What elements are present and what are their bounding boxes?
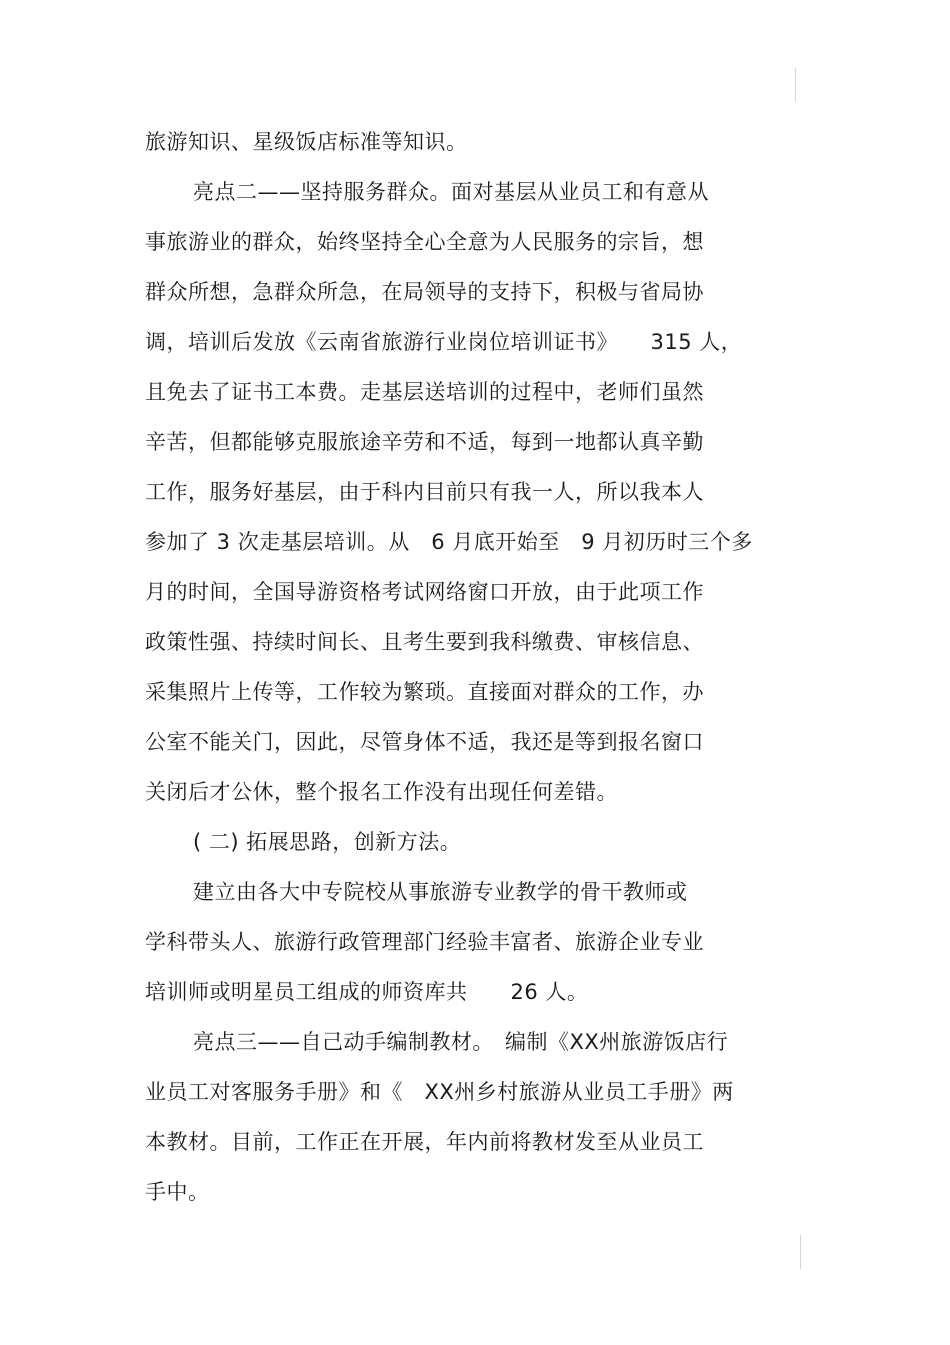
text-line: 学科带头人、旅游行政管理部门经验丰富者、旅游企业专业 bbox=[145, 930, 704, 954]
text-line: 公室不能关门，因此，尽管身体不适，我还是等到报名窗口 bbox=[145, 730, 704, 754]
text-line: 手中。 bbox=[145, 1180, 210, 1204]
page-margin-mark bbox=[800, 1235, 801, 1269]
text-line: 政策性强、持续时间长、且考生要到我科缴费、审核信息、 bbox=[145, 630, 704, 654]
text-line: 且免去了证书工本费。走基层送培训的过程中，老师们虽然 bbox=[145, 380, 704, 404]
section-heading: ( 二) 拓展思路，创新方法。 bbox=[193, 830, 462, 854]
text-line: 业员工对客服务手册》和《 XX州乡村旅游从业员工手册》两 bbox=[145, 1080, 734, 1104]
text-line: 亮点三——自己动手编制教材。 编制《XX州旅游饭店行 bbox=[193, 1030, 729, 1054]
text-line: 月的时间，全国导游资格考试网络窗口开放，由于此项工作 bbox=[145, 580, 704, 604]
text-line: 辛苦，但都能够克服旅途辛劳和不适，每到一地都认真辛勤 bbox=[145, 430, 704, 454]
text-line: 参加了 3 次走基层培训。从 6 月底开始至 9 月初历时三个多 bbox=[145, 530, 753, 554]
text-line: 采集照片上传等，工作较为繁琐。直接面对群众的工作，办 bbox=[145, 680, 704, 704]
text-line: 关闭后才公休，整个报名工作没有出现任何差错。 bbox=[145, 780, 618, 804]
page-margin-mark bbox=[795, 68, 796, 102]
text-line: 本教材。目前，工作正在开展，年内前将教材发至从业员工 bbox=[145, 1130, 704, 1154]
text-line: 工作，服务好基层，由于科内目前只有我一人，所以我本人 bbox=[145, 480, 704, 504]
text-line: 调，培训后发放《云南省旅游行业岗位培训证书》 315 人， bbox=[145, 330, 743, 354]
text-line: 群众所想，急群众所急，在局领导的支持下，积极与省局协 bbox=[145, 280, 704, 304]
text-line: 事旅游业的群众，始终坚持全心全意为人民服务的宗旨，想 bbox=[145, 230, 704, 254]
text-line: 旅游知识、星级饭店标准等知识。 bbox=[145, 130, 468, 154]
text-line: 培训师或明星员工组成的师资库共 26 人。 bbox=[145, 980, 589, 1004]
text-line: 建立由各大中专院校从事旅游专业教学的骨干教师或 bbox=[193, 880, 688, 904]
text-line: 亮点二——坚持服务群众。面对基层从业员工和有意从 bbox=[193, 180, 709, 204]
